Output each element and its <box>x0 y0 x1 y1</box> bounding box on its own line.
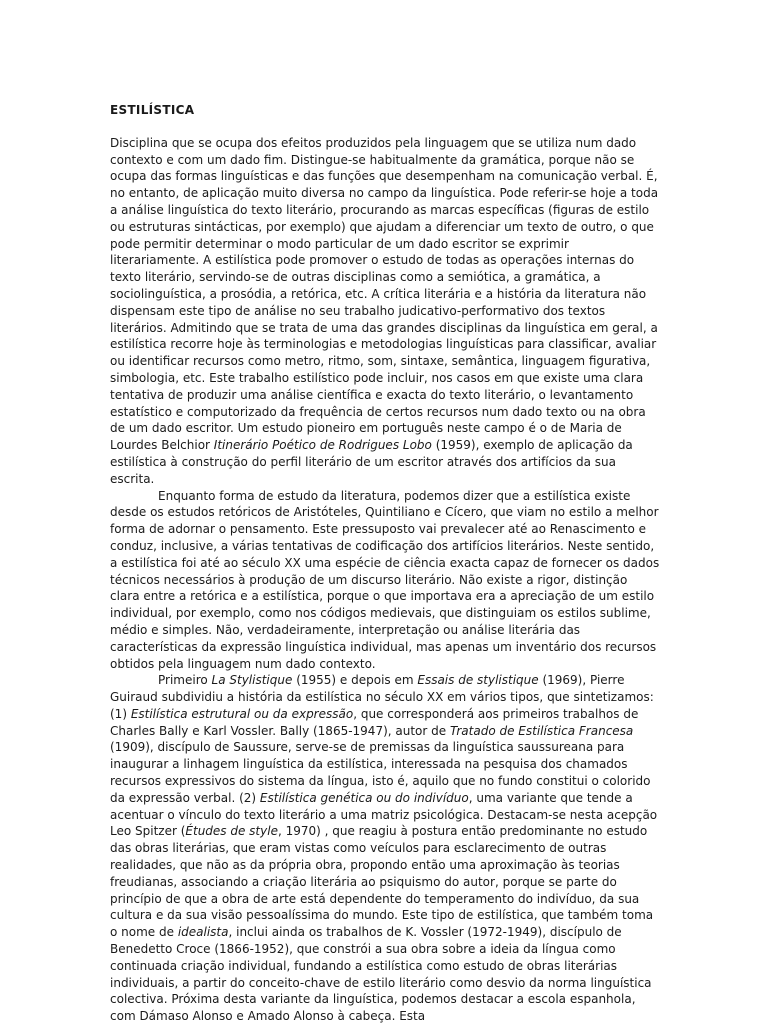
paragraph <box>110 488 660 673</box>
paragraph-text: (1969), Pierre Guiraud subdividiu a história da estilística no século XX em vários tipos, que sintetizamos: (1) <box>110 673 654 721</box>
italic-title-text: Estilística genética ou do indivíduo <box>259 790 469 805</box>
italic-title-text: Estilística estrutural ou da expressão <box>130 706 354 721</box>
paragraph-text: Enquanto forma de estudo da literatura, podemos dizer que a estilística existe desde os estudos retóricos de Aristóteles, Quintiliano e Cícero, que viam no estilo a melhor forma de adornar o pensamento. Este pressuposto vai prevalecer até ao Renascimento e conduz, inclusive, a várias tentativas de codificação dos artifícios literários. Neste sentido, a estilística foi até ao século XX uma espécie de ciência exacta capaz de fornecer os dados técnicos necessários à produção de um discurso literário. Não existe a rigor, distinção clara entre a retórica e a estilística, porque o que importava era a apreciação de um estilo individual, por exemplo, como nos códigos medievais, que distinguiam os estilos sublime, médio e simples. Não, verdadeiramente, interpretação ou análise literária das características da expressão linguística individual, mas apenas um inventário dos recursos obtidos pela linguagem num dado contexto. <box>110 488 660 671</box>
paragraph-text: (1909), discípulo de Saussure, serve-se de premissas da linguística saussureana para inaugurar a linhagem linguística da estilística, interessada na pesquisa dos chamados recursos expressivos do sistema da língua, isto é, aquilo que no fundo constitui o colorido da expressão verbal. (2) <box>110 740 651 805</box>
italic-title-text: idealista <box>177 925 229 940</box>
paragraph-text: Primeiro <box>158 673 212 688</box>
paragraph-text: , inclui ainda os trabalhos de K. Vossler (1972-1949), discípulo de Benedetto Croce (1866-1952), que constrói a sua obra sobre a ideia da língua como continuada criação individual, fundando a estilística como estudo de obras literárias individuais, a partir do conceito-chave de estilo literário como desvio da norma linguística colectiva. Próxima desta variante da linguística, podemos destacar a escola espanhola, com Dámaso Alonso e Amado Alonso à cabeça. Esta <box>110 925 652 1024</box>
paragraph <box>110 672 660 1025</box>
paragraph-text: Disciplina que se ocupa dos efeitos produzidos pela linguagem que se utiliza num dado contexto e com um dado fim. Distingue-se habitualmente da gramática, porque não se ocupa das formas linguísticas e das funções que desempenham na comunicação verbal. É, no entanto, de aplicação muito diversa no campo da linguística. Pode referir-se hoje a toda a análise linguística do texto literário, procurando as marcas específicas (figuras de estilo ou estruturas sintácticas, por exemplo) que ajudam a diferenciar um texto de outro, o que pode permitir determinar o modo particular de um dado escritor se exprimir literariamente. A estilística pode promover o estudo de todas as operações internas do texto literário, servindo-se de outras disciplinas como a semiótica, a gramática, a sociolinguística, a prosódia, a retórica, etc. A crítica literária e a história da literatura não dispensam este tipo de análise no seu trabalho judicativo-performativo dos textos literários. Admitindo que se trata de uma das grandes disciplinas da linguística em geral, a estilística recorre hoje às terminologias e metodologias linguísticas para classificar, avaliar ou identificar recursos como metro, ritmo, som, sintaxe, semântica, linguagem figurativa, simbologia, etc. Este trabalho estilístico pode incluir, nos casos em que existe uma clara tentativa de produzir uma análise científica e exacta do texto literário, o levantamento estatístico e computorizado da frequência de certos recursos num dado texto ou na obra de um dado escritor. Um estudo pioneiro em português neste campo é o de Maria de Lourdes Belchior <box>110 135 659 453</box>
document-title: ESTILÍSTICA <box>110 103 195 117</box>
paragraph-text: , 1970) , que reagiu à postura então predominante no estudo das obras literárias, que eram vistas como veículos para esclarecimento de outras realidades, que não as da própria obra, propondo então uma aproximação às teorias freudianas, associando a criação literária ao psiquismo do autor, porque se parte do princípio de que a obra de arte está dependente do temperamento do indivíduo, da sua cultura e da sua visão pessoalíssima do mundo. Este tipo de estilística, que também toma o nome de <box>110 824 654 940</box>
italic-title-text: Études de style <box>185 824 278 839</box>
paragraph-text: , uma variante que tende a acentuar o vínculo do texto literário a uma matriz psicológica. Destacam-se nesta acepção Leo Spitzer ( <box>110 790 658 839</box>
italic-title-text: Essais de stylistique <box>417 673 539 688</box>
italic-title-text: Tratado de Estilística Francesa <box>449 723 634 738</box>
italic-title-text: La Stylistique <box>211 673 293 688</box>
italic-title-text: Itinerário Poético de Rodrigues Lobo <box>213 438 432 453</box>
paragraph-text: (1959), exemplo de aplicação da estilística à construção do perfil literário de um escritor através dos artifícios da sua escrita. <box>110 438 633 486</box>
document-page <box>110 102 660 1025</box>
paragraph-text: (1955) e depois em <box>292 673 418 688</box>
document-body <box>110 135 660 1025</box>
paragraph-text: , que corresponderá aos primeiros trabalhos de Charles Bally e Karl Vossler. Bally (1865-1947), autor de <box>110 706 639 738</box>
paragraph <box>110 135 660 488</box>
